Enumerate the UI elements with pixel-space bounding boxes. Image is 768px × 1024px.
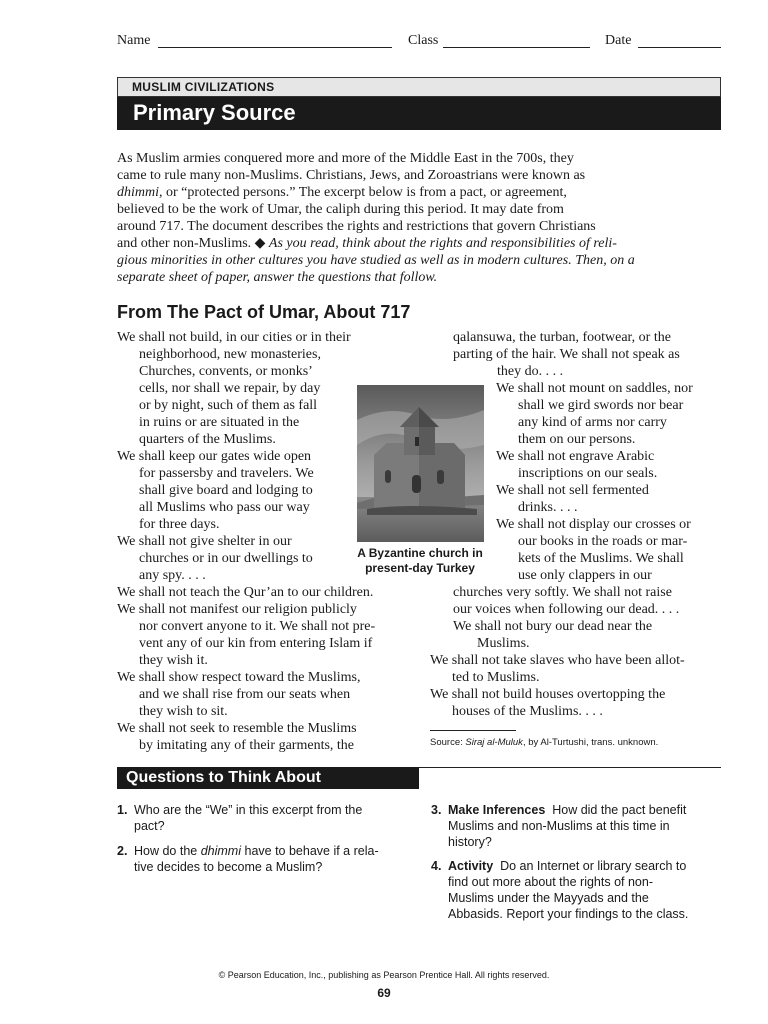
excerpt-right-column-top xyxy=(453,329,743,380)
question-line: tive decides to become a Muslim? xyxy=(134,860,323,874)
intro-line: around 717. The document describes the rights and restrictions that govern Christians xyxy=(117,219,596,234)
question-line xyxy=(448,802,731,818)
instructions-text: gious minorities in other cultures you have studied as well as in modern cultures. Then, on a xyxy=(117,253,635,268)
question-skill-label: Activity xyxy=(448,859,494,873)
class-label: Class xyxy=(408,33,439,48)
excerpt-line: or by night, such of them as fall xyxy=(139,398,318,413)
intro-line xyxy=(117,252,727,269)
dhimmi-term: dhimmi, xyxy=(117,185,163,200)
category-label: MUSLIM CIVILIZATIONS xyxy=(132,80,275,94)
page-title: Primary Source xyxy=(133,100,296,125)
page-number: 69 xyxy=(377,986,391,1000)
question-number: 2. xyxy=(117,844,128,858)
excerpt-line: our books in the roads or mar- xyxy=(518,534,688,549)
excerpt-line: We shall not build, in our cities or in their xyxy=(117,330,351,345)
name-label: Name xyxy=(117,33,151,48)
excerpt-line: We shall not mount on saddles, nor xyxy=(496,381,693,396)
excerpt-line: and we shall rise from our seats when xyxy=(139,687,351,702)
caption-line: A Byzantine church in xyxy=(357,546,483,560)
excerpt-right-column-mid xyxy=(453,584,743,618)
byzantine-church-photo xyxy=(357,385,484,542)
excerpt-line: We shall not sell fermented xyxy=(496,483,649,498)
caption-line: present-day Turkey xyxy=(365,561,475,575)
questions-heading: Questions to Think About xyxy=(126,769,321,786)
intro-paragraph xyxy=(117,150,727,286)
source-citation xyxy=(430,737,658,748)
intro-line xyxy=(117,184,727,201)
excerpt-line: any spy. . . . xyxy=(139,568,206,583)
intro-text: and other non-Muslims. ◆ xyxy=(117,236,269,251)
name-field[interactable] xyxy=(158,47,392,48)
excerpt-line: any kind of arms nor carry xyxy=(518,415,667,430)
question-line: Muslims and non-Muslims at this time in xyxy=(448,819,670,833)
excerpt-line: qalansuwa, the turban, footwear, or the xyxy=(453,330,671,345)
category-banner xyxy=(117,77,721,97)
excerpt-line: We shall not display our crosses or xyxy=(496,517,691,532)
excerpt-line: in ruins or are situated in the xyxy=(139,415,300,430)
source-divider xyxy=(430,730,516,731)
excerpt-line: drinks. . . . xyxy=(518,500,578,515)
question-skill-label: Make Inferences xyxy=(448,803,546,817)
excerpt-line: use only clappers in our xyxy=(518,568,652,583)
excerpt-right-column-bottom xyxy=(430,652,730,720)
excerpt-line: nor convert anyone to it. We shall not pre- xyxy=(139,619,376,634)
excerpt-line: We shall not seek to resemble the Muslims xyxy=(117,721,357,736)
excerpt-line: neighborhood, new monasteries, xyxy=(139,347,321,362)
photo-caption xyxy=(344,546,496,576)
source-suffix: , by Al-Turtushi, trans. unknown. xyxy=(522,737,659,748)
excerpt-line: We shall not take slaves who have been allot- xyxy=(430,653,685,668)
question-3 xyxy=(431,802,731,850)
excerpt-line: for three days. xyxy=(139,517,220,532)
question-2 xyxy=(117,843,417,875)
question-line: history? xyxy=(448,835,492,849)
date-label: Date xyxy=(605,33,632,48)
question-1 xyxy=(117,802,417,834)
excerpt-line: We shall not build houses overtopping the xyxy=(430,687,666,702)
question-4 xyxy=(431,858,731,922)
questions-heading-bar xyxy=(117,767,419,789)
question-number: 3. xyxy=(431,803,442,817)
title-banner xyxy=(117,97,721,130)
question-line: pact? xyxy=(134,819,165,833)
question-number: 1. xyxy=(117,803,128,817)
question-line xyxy=(134,843,417,859)
class-field[interactable] xyxy=(443,47,590,48)
question-number: 4. xyxy=(431,859,442,873)
source-prefix: Source: xyxy=(430,737,466,748)
excerpt-line: they do. . . . xyxy=(497,364,564,379)
excerpt-line: Churches, convents, or monks’ xyxy=(139,364,313,379)
instructions-text: As you read, think about the rights and responsibilities of reli- xyxy=(268,236,617,251)
excerpt-line: our voices when following our dead. . . . xyxy=(453,602,680,617)
question-text: Do an Internet or library search to xyxy=(493,859,687,873)
question-line: Abbasids. Report your findings to the class. xyxy=(448,907,689,921)
excerpt-line: We shall not manifest our religion publicly xyxy=(117,602,357,617)
question-text: How do the xyxy=(134,844,201,858)
excerpt-line: they wish it. xyxy=(139,653,208,668)
question-line: Who are the “We” in this excerpt from the xyxy=(134,803,363,817)
excerpt-title: From The Pact of Umar, About 717 xyxy=(117,302,411,322)
excerpt-line: houses of the Muslims. . . . xyxy=(452,704,603,719)
question-text: have to behave if a rela- xyxy=(241,844,379,858)
excerpt-line: by imitating any of their garments, the xyxy=(139,738,355,753)
excerpt-line: vent any of our kin from entering Islam if xyxy=(139,636,373,651)
question-line: find out more about the rights of non- xyxy=(448,875,653,889)
copyright-notice: © Pearson Education, Inc., publishing as Pearson Prentice Hall. All rights reserved. xyxy=(218,970,550,980)
question-line: Muslims under the Mayyads and the xyxy=(448,891,649,905)
question-line xyxy=(448,858,731,874)
instructions-text: separate sheet of paper, answer the questions that follow. xyxy=(117,270,438,285)
excerpt-line: We shall not engrave Arabic xyxy=(496,449,655,464)
intro-text: or “protected persons.” The excerpt below is from a pact, or agreement, xyxy=(162,185,567,200)
dhimmi-term: dhimmi xyxy=(200,844,242,858)
source-work: Siraj al-Muluk xyxy=(465,737,523,748)
excerpt-line: We shall not bury our dead near the xyxy=(453,619,653,634)
intro-line: believed to be the work of Umar, the caliph during this period. It may date from xyxy=(117,202,564,217)
excerpt-right-column-inset xyxy=(496,380,736,584)
excerpt-line: cells, nor shall we repair, by day xyxy=(139,381,321,396)
excerpt-line: shall give board and lodging to xyxy=(139,483,313,498)
excerpt-line: all Muslims who pass our way xyxy=(139,500,310,515)
excerpt-line: We shall show respect toward the Muslims, xyxy=(117,670,361,685)
excerpt-line: them on our persons. xyxy=(518,432,636,447)
intro-line xyxy=(117,269,727,286)
excerpt-line: for passersby and travelers. We xyxy=(139,466,314,481)
excerpt-line: We shall keep our gates wide open xyxy=(117,449,312,464)
intro-line xyxy=(117,235,727,252)
date-field[interactable] xyxy=(638,47,721,48)
excerpt-line: Muslims. xyxy=(477,636,530,651)
excerpt-line: quarters of the Muslims. xyxy=(139,432,276,447)
intro-line: As Muslim armies conquered more and more of the Middle East in the 700s, they xyxy=(117,151,574,166)
excerpt-line: churches very softly. We shall not raise xyxy=(453,585,672,600)
excerpt-line: kets of the Muslims. We shall xyxy=(518,551,684,566)
excerpt-line: churches or in our dwellings to xyxy=(139,551,313,566)
excerpt-line: parting of the hair. We shall not speak as xyxy=(453,347,680,362)
excerpt-line: shall we gird swords nor bear xyxy=(518,398,684,413)
excerpt-right-column-burial xyxy=(453,618,743,652)
excerpt-line: We shall not teach the Qur’an to our children. xyxy=(117,585,374,600)
excerpt-line: inscriptions on our seals. xyxy=(518,466,658,481)
excerpt-line: ted to Muslims. xyxy=(452,670,540,685)
question-text: How did the pact benefit xyxy=(545,803,687,817)
intro-line: came to rule many non-Muslims. Christians, Jews, and Zoroastrians were known as xyxy=(117,168,586,183)
excerpt-line: We shall not give shelter in our xyxy=(117,534,292,549)
excerpt-line: they wish to sit. xyxy=(139,704,228,719)
